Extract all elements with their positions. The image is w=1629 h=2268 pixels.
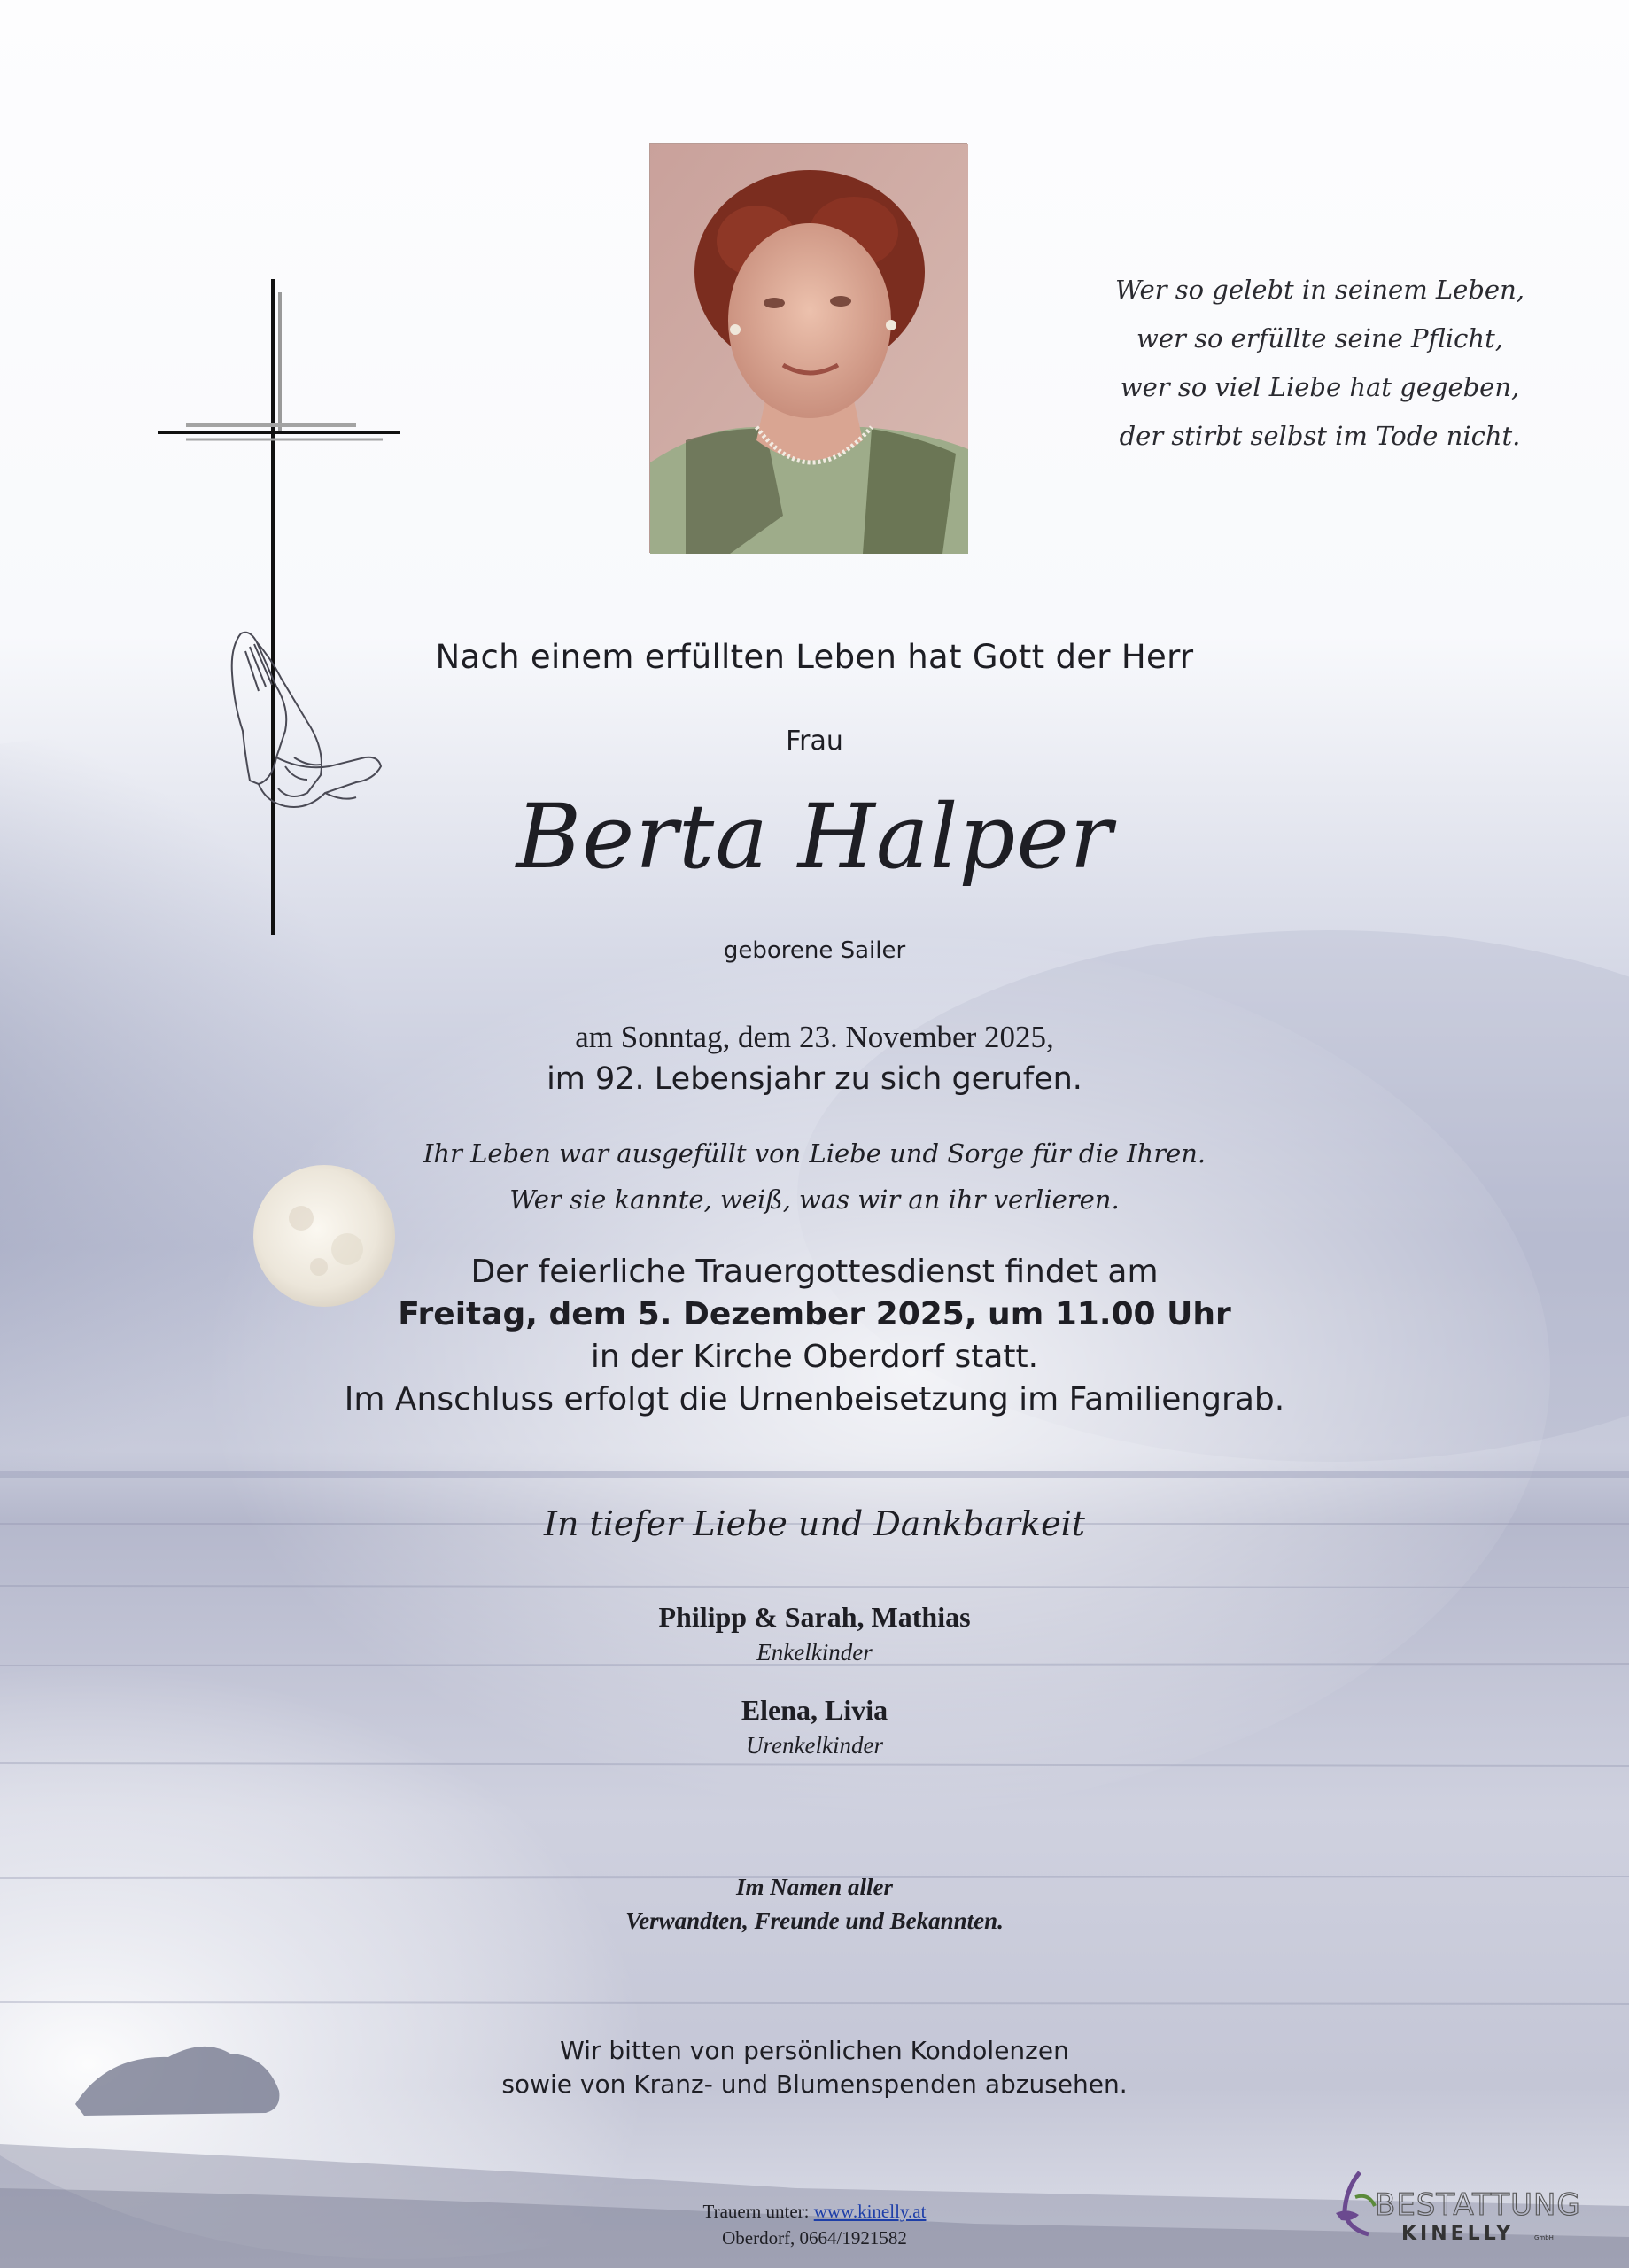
mourner-names: Elena, Livia [741, 1694, 888, 1726]
salutation: Frau [786, 726, 843, 757]
mourner-relation: Urenkelkinder [746, 1732, 883, 1759]
condolence-line: Wir bitten von persönlichen Kondolenzen [560, 2036, 1069, 2065]
age-line: im 92. Lebensjahr zu sich gerufen. [547, 1061, 1082, 1097]
website-link[interactable]: www.kinelly.at [813, 2201, 927, 2222]
service-location: in der Kirche Oberdorf statt. [590, 1339, 1039, 1375]
condolence-note [0, 2034, 1629, 2101]
mourner-names: Philipp & Sarah, Mathias [658, 1601, 971, 1633]
service-line: Der feierliche Trauergottesdienst findet am [470, 1254, 1159, 1290]
death-date-line: am Sonntag, dem 23. November 2025, [575, 1020, 1054, 1054]
deceased-name: Berta Halper [516, 785, 1113, 889]
poem-line: der stirbt selbst im Tode nicht. [1119, 421, 1521, 451]
footer-label: Trauern unter: [702, 2201, 810, 2222]
logo-line1: BESTATTUNG [1375, 2187, 1581, 2223]
mourner-relation: Enkelkinder [756, 1639, 873, 1666]
on-behalf-text [0, 1870, 1629, 1938]
on-behalf-line: Im Namen aller [735, 1874, 893, 1900]
life-text-line: Ihr Leben war ausgefüllt von Liebe und Sorge für die Ihren. [423, 1138, 1206, 1169]
on-behalf-line: Verwandten, Freunde und Bekannten. [625, 1907, 1004, 1934]
condolence-line: sowie von Kranz- und Blumenspenden abzusehen. [501, 2070, 1128, 2099]
bestattung-kinelly-logo [1329, 2162, 1581, 2250]
intro-text: Nach einem erfüllten Leben hat Gott der Herr [435, 638, 1194, 676]
poem-line: wer so viel Liebe hat gegeben, [1120, 372, 1520, 402]
life-text [0, 1130, 1629, 1223]
birth-name: geborene Sailer [723, 937, 906, 964]
logo-suffix: GmbH [1534, 2234, 1554, 2241]
service-datetime: Freitag, dem 5. Dezember 2025, um 11.00 Uhr [398, 1296, 1231, 1332]
poem-line: wer so erfüllte seine Pflicht, [1136, 323, 1503, 353]
portrait-photo [649, 143, 967, 553]
life-text-line: Wer sie kannte, weiß, was wir an ihr verlieren. [509, 1184, 1120, 1215]
logo-line2: KINELLY [1401, 2223, 1515, 2245]
funeral-service-info [0, 1251, 1629, 1421]
footer-address: Oberdorf, 0664/1921582 [722, 2227, 907, 2249]
memorial-poem [1098, 266, 1541, 461]
burial-note: Im Anschluss erfolgt die Urnenbeisetzung im Familiengrab. [344, 1381, 1285, 1418]
poem-line: Wer so gelebt in seinem Leben, [1115, 275, 1524, 305]
gratitude-heading: In tiefer Liebe und Dankbarkeit [543, 1504, 1086, 1543]
